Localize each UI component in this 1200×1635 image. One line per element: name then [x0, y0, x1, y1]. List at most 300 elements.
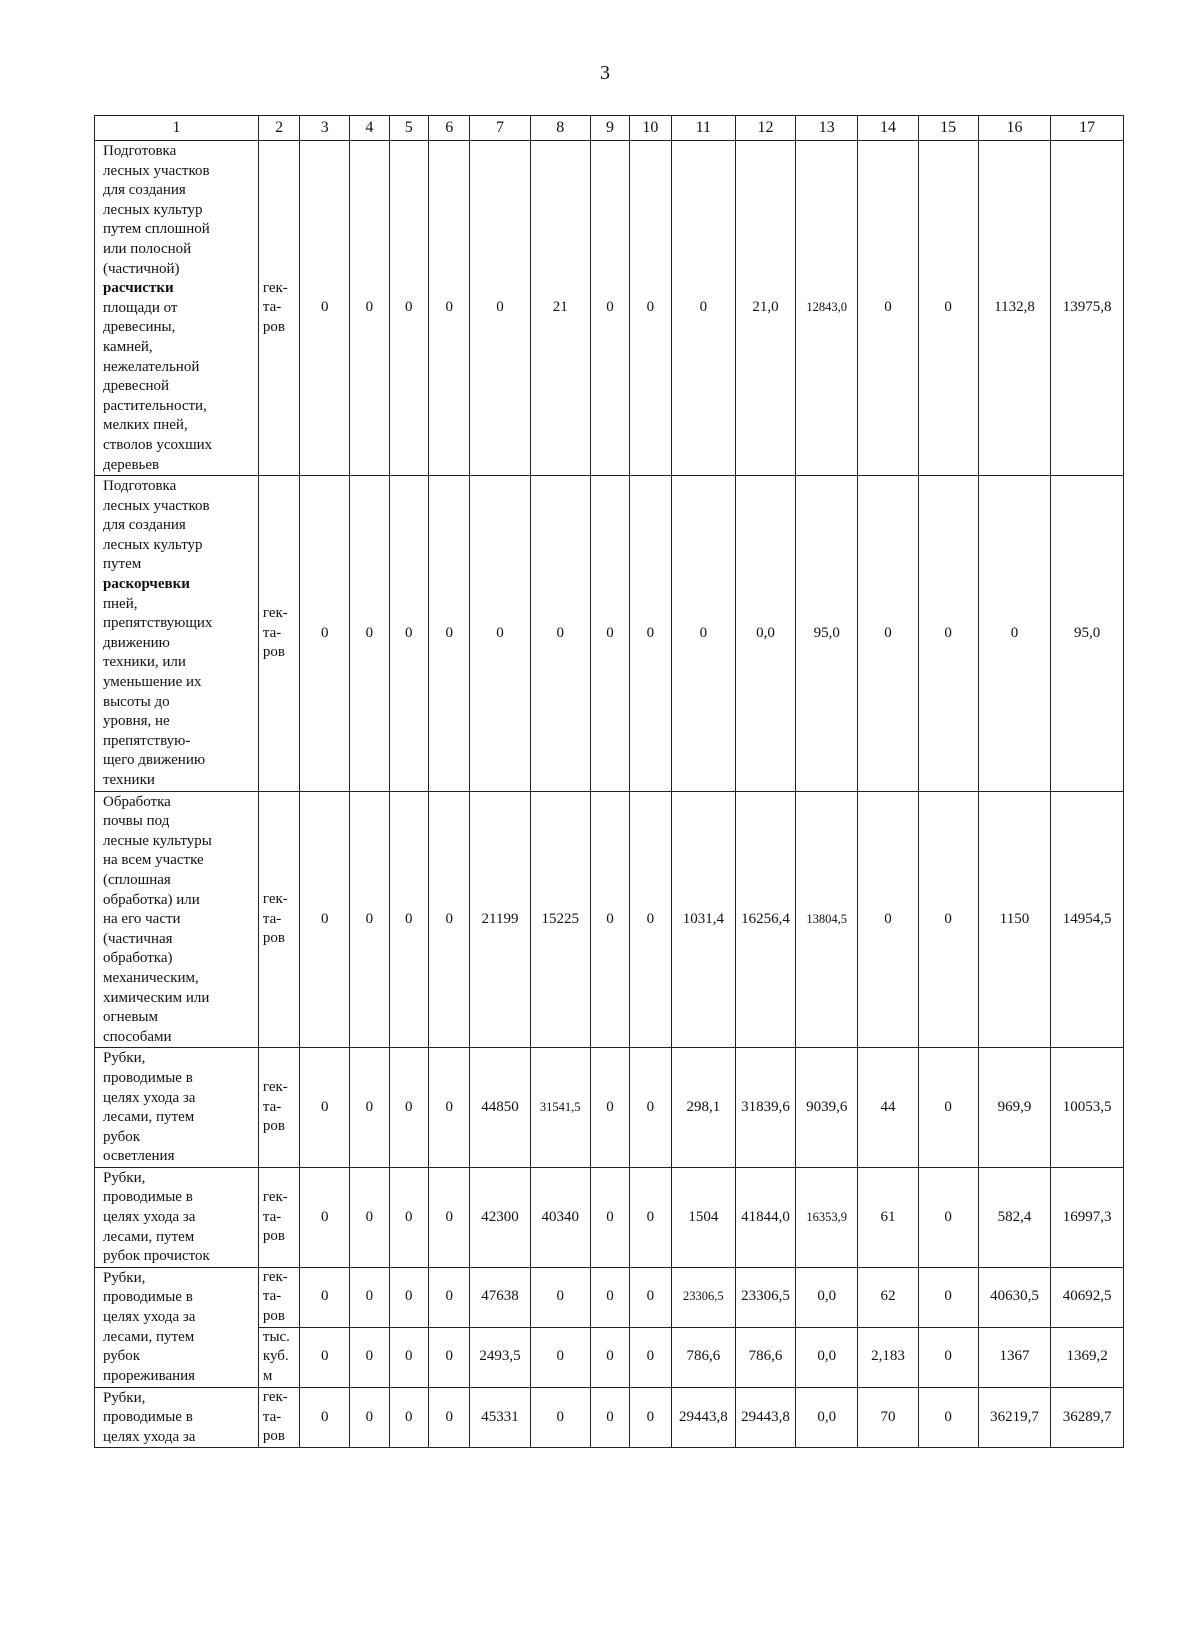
- value-cell: [470, 1167, 530, 1267]
- column-header: 4: [350, 116, 389, 141]
- value-cell: [796, 1387, 858, 1448]
- cell-line: та-: [262, 910, 282, 927]
- cell-value: 1369,2: [1066, 1348, 1108, 1365]
- cell-line: та-: [262, 1408, 282, 1425]
- value-cell: [630, 476, 671, 792]
- value-cell: [470, 476, 530, 792]
- value-cell: [671, 141, 735, 476]
- value-cell: [300, 476, 350, 792]
- value-cell: [671, 1048, 735, 1168]
- cell-value: 0: [884, 624, 892, 641]
- value-cell: [978, 1387, 1051, 1448]
- cell-value: 0,0: [817, 1408, 837, 1425]
- cell-line: лесами, путем: [103, 1328, 195, 1345]
- cell-line: путем: [103, 556, 142, 573]
- value-cell: [671, 791, 735, 1048]
- column-header: 9: [590, 116, 629, 141]
- cell-value: 61: [880, 1208, 896, 1225]
- cell-value: 42300: [481, 1208, 519, 1225]
- cell-value: 0: [365, 624, 374, 641]
- cell-line: нежелательной: [103, 358, 200, 375]
- value-cell: [389, 791, 428, 1048]
- cell-value: 0: [944, 910, 952, 927]
- cell-value: 14954,5: [1062, 910, 1112, 927]
- cell-line: Подготовка: [103, 478, 177, 495]
- cell-value: 0: [405, 1208, 413, 1225]
- table-row: [95, 1387, 1124, 1448]
- value-cell: [1051, 791, 1124, 1048]
- cell-value: 0: [606, 1208, 614, 1225]
- value-cell: [300, 1167, 350, 1267]
- cell-value: 36289,7: [1062, 1408, 1112, 1425]
- value-cell: [350, 1048, 389, 1168]
- value-cell: [735, 1387, 795, 1448]
- value-cell: [918, 476, 978, 792]
- cell-value: 0: [405, 910, 413, 927]
- cell-line: осветления: [103, 1148, 175, 1165]
- value-cell: [671, 1267, 735, 1327]
- cell-line: лесных культур: [103, 536, 203, 553]
- row-unit: [258, 1327, 299, 1387]
- cell-value: 45331: [481, 1408, 519, 1425]
- value-cell: [389, 476, 428, 792]
- value-cell: [350, 1387, 389, 1448]
- cell-line: та-: [262, 1098, 282, 1115]
- cell-line: проводимые в: [103, 1069, 193, 1086]
- cell-line: Рубки,: [103, 1050, 146, 1067]
- cell-line: препятствую-: [103, 732, 191, 749]
- cell-value: 0: [556, 1348, 564, 1365]
- page-number: 3: [600, 62, 610, 84]
- value-cell: [630, 141, 671, 476]
- cell-value: 0: [321, 1098, 329, 1115]
- row-description: [95, 1048, 259, 1168]
- value-cell: [428, 1267, 469, 1327]
- value-cell: [300, 1048, 350, 1168]
- column-header: 3: [300, 116, 350, 141]
- cell-value: 0: [405, 1408, 413, 1425]
- value-cell: [389, 141, 428, 476]
- cell-value: 1132,8: [994, 299, 1035, 316]
- value-cell: [389, 1167, 428, 1267]
- value-cell: [470, 1267, 530, 1327]
- table-row: [95, 791, 1124, 1048]
- value-cell: [470, 791, 530, 1048]
- cell-value: 1504: [688, 1208, 719, 1225]
- value-cell: [735, 476, 795, 792]
- row-description: [95, 476, 259, 792]
- value-cell: [428, 1327, 469, 1387]
- cell-value: 10053,5: [1062, 1098, 1112, 1115]
- cell-line: рубок прочисток: [103, 1248, 210, 1265]
- value-cell: [671, 1387, 735, 1448]
- cell-value: 9039,6: [806, 1098, 848, 1115]
- cell-value: 0: [944, 1098, 952, 1115]
- value-cell: [1051, 1387, 1124, 1448]
- cell-value: 0: [365, 299, 374, 316]
- value-cell: [918, 1048, 978, 1168]
- row-description: [95, 1387, 259, 1448]
- cell-value: 786,6: [686, 1348, 721, 1365]
- cell-line: гек-: [262, 1079, 288, 1096]
- cell-value: 0: [365, 1288, 374, 1305]
- value-cell: [918, 1267, 978, 1327]
- value-cell: [530, 1387, 590, 1448]
- value-cell: [978, 791, 1051, 1048]
- value-cell: [796, 1048, 858, 1168]
- value-cell: [428, 1167, 469, 1267]
- cell-line: проводимые в: [103, 1189, 193, 1206]
- cell-value: 0: [445, 1208, 453, 1225]
- bold-term: расчистки: [103, 280, 174, 297]
- cell-value: 16256,4: [741, 910, 790, 927]
- value-cell: [978, 1267, 1051, 1327]
- cell-line: прореживания: [103, 1367, 196, 1384]
- cell-value: 0: [321, 299, 329, 316]
- cell-line: лесами, путем: [103, 1109, 195, 1126]
- cell-value: 0,0: [817, 1348, 837, 1365]
- cell-value: 0: [606, 1288, 614, 1305]
- row-description: [95, 141, 259, 476]
- value-cell: [630, 1167, 671, 1267]
- cell-value: 0: [556, 1408, 564, 1425]
- cell-value: 0: [944, 1208, 952, 1225]
- value-cell: [470, 1327, 530, 1387]
- cell-line: ров: [262, 318, 285, 335]
- value-cell: [389, 1267, 428, 1327]
- cell-value: 0: [321, 1288, 329, 1305]
- row-unit: [258, 1267, 299, 1327]
- cell-value: 1150: [999, 910, 1030, 927]
- cell-value: 40630,5: [990, 1288, 1039, 1305]
- cell-value: 16997,3: [1062, 1208, 1112, 1225]
- cell-line: (частичной): [103, 260, 180, 277]
- cell-line: щего движению: [103, 752, 206, 769]
- value-cell: [796, 141, 858, 476]
- cell-value: 0: [646, 299, 655, 316]
- value-cell: [1051, 1327, 1124, 1387]
- value-cell: [470, 1048, 530, 1168]
- cell-value: 0: [699, 299, 708, 316]
- value-cell: [470, 1387, 530, 1448]
- value-cell: [630, 1327, 671, 1387]
- cell-value: 0: [445, 1348, 453, 1365]
- cell-line: высоты до: [103, 693, 170, 710]
- cell-line: гек-: [262, 1268, 288, 1285]
- value-cell: [796, 1267, 858, 1327]
- cell-line: или полосной: [103, 240, 192, 257]
- column-header: 1: [95, 116, 259, 141]
- cell-value: 0: [944, 299, 952, 316]
- cell-value: 0: [606, 624, 614, 641]
- row-unit: [258, 141, 299, 476]
- cell-line: (сплошная: [103, 871, 171, 888]
- value-cell: [978, 141, 1051, 476]
- cell-line: гек-: [262, 279, 288, 296]
- value-cell: [428, 476, 469, 792]
- cell-value: 1031,4: [682, 910, 724, 927]
- column-header: 2: [258, 116, 299, 141]
- cell-line: гек-: [262, 1389, 288, 1406]
- cell-value: 36219,7: [990, 1408, 1039, 1425]
- value-cell: [1051, 1048, 1124, 1168]
- value-cell: [350, 1167, 389, 1267]
- cell-value: 23306,5: [683, 1289, 724, 1304]
- value-cell: [350, 791, 389, 1048]
- column-header: 12: [735, 116, 795, 141]
- cell-value: 0: [556, 624, 564, 641]
- cell-line: ров: [262, 1308, 285, 1325]
- table-row: [95, 476, 1124, 792]
- cell-line: для создания: [103, 182, 186, 199]
- cell-value: 0: [944, 624, 952, 641]
- cell-value: 0: [445, 1408, 453, 1425]
- value-cell: [1051, 141, 1124, 476]
- value-cell: [978, 476, 1051, 792]
- cell-value: 0: [321, 1208, 329, 1225]
- value-cell: [590, 1048, 629, 1168]
- value-cell: [300, 1387, 350, 1448]
- value-cell: [428, 1387, 469, 1448]
- row-description: [95, 791, 259, 1048]
- cell-line: техники: [103, 772, 155, 788]
- value-cell: [858, 1167, 918, 1267]
- cell-line: лесные культуры: [103, 832, 212, 849]
- value-cell: [590, 1167, 629, 1267]
- value-cell: [918, 791, 978, 1048]
- value-cell: [470, 141, 530, 476]
- value-cell: [590, 141, 629, 476]
- value-cell: [530, 1048, 590, 1168]
- value-cell: [389, 1387, 428, 1448]
- value-cell: [978, 1167, 1051, 1267]
- value-cell: [428, 791, 469, 1048]
- value-cell: [590, 1327, 629, 1387]
- column-header: 17: [1051, 116, 1124, 141]
- table-row: [95, 141, 1124, 476]
- cell-value: 0: [646, 1348, 655, 1365]
- cell-line: ров: [262, 1228, 285, 1245]
- cell-line: целях ухода за: [103, 1309, 196, 1326]
- cell-line: лесных культур: [103, 201, 203, 218]
- row-description: [95, 1167, 259, 1267]
- row-unit: [258, 791, 299, 1048]
- cell-line: (частичная: [103, 930, 173, 947]
- value-cell: [590, 1267, 629, 1327]
- cell-value: 969,9: [997, 1098, 1032, 1115]
- cell-line: та-: [262, 1208, 282, 1225]
- cell-value: 12843,0: [806, 300, 848, 315]
- cell-line: на его части: [103, 911, 181, 928]
- value-cell: [796, 1167, 858, 1267]
- cell-value: 0: [365, 1348, 374, 1365]
- value-cell: [858, 1267, 918, 1327]
- row-description: [95, 1267, 259, 1387]
- cell-line: лесных участков: [103, 162, 210, 179]
- cell-line: механическим,: [103, 969, 199, 986]
- cell-value: 0,0: [817, 1288, 837, 1305]
- cell-line: деревьев: [103, 456, 160, 473]
- value-cell: [590, 791, 629, 1048]
- cell-line: огневым: [103, 1009, 158, 1026]
- value-cell: [530, 141, 590, 476]
- cell-value: 0: [606, 910, 614, 927]
- value-cell: [428, 1048, 469, 1168]
- cell-line: Рубки,: [103, 1389, 146, 1406]
- cell-value: 582,4: [997, 1208, 1032, 1225]
- cell-value: 786,6: [748, 1348, 783, 1365]
- value-cell: [300, 141, 350, 476]
- cell-value: 0: [646, 910, 655, 927]
- cell-value: 70: [880, 1408, 896, 1425]
- column-header: 10: [630, 116, 671, 141]
- cell-value: 21,0: [752, 299, 779, 316]
- cell-value: 0: [944, 1408, 952, 1425]
- table-row: [95, 1048, 1124, 1168]
- value-cell: [350, 1267, 389, 1327]
- cell-line: ров: [262, 930, 285, 947]
- cell-line: целях ухода за: [103, 1089, 196, 1106]
- value-cell: [978, 1327, 1051, 1387]
- cell-line: почвы под: [103, 813, 170, 830]
- cell-line: движению: [103, 634, 170, 651]
- cell-line: Обработка: [103, 793, 171, 810]
- value-cell: [918, 141, 978, 476]
- column-header: 15: [918, 116, 978, 141]
- value-cell: [796, 791, 858, 1048]
- cell-value: 41844,0: [741, 1208, 790, 1225]
- cell-value: 0: [445, 299, 453, 316]
- cell-value: 0: [405, 1348, 413, 1365]
- cell-value: 0: [405, 624, 413, 641]
- value-cell: [300, 1267, 350, 1327]
- cell-value: 0,0: [756, 624, 775, 641]
- cell-line: гек-: [262, 891, 288, 908]
- value-cell: [389, 1048, 428, 1168]
- value-cell: [671, 1167, 735, 1267]
- cell-line: растительности,: [103, 397, 207, 414]
- cell-value: 0: [646, 1098, 655, 1115]
- column-header: 14: [858, 116, 918, 141]
- cell-line: лесных участков: [103, 497, 210, 514]
- cell-value: 0: [884, 299, 892, 316]
- cell-value: 15225: [541, 910, 579, 927]
- value-cell: [389, 1327, 428, 1387]
- cell-line: ров: [262, 1428, 285, 1445]
- cell-value: 0: [445, 1288, 453, 1305]
- cell-line: на всем участке: [103, 852, 204, 869]
- value-cell: [300, 791, 350, 1048]
- cell-value: 29443,8: [678, 1408, 728, 1425]
- cell-value: 44850: [481, 1098, 519, 1115]
- value-cell: [350, 141, 389, 476]
- cell-line: гек-: [262, 604, 288, 621]
- cell-value: 0: [556, 1288, 564, 1305]
- cell-value: 0: [445, 1098, 453, 1115]
- cell-line: проводимые в: [103, 1289, 193, 1306]
- value-cell: [530, 1267, 590, 1327]
- cell-line: площади от: [103, 299, 178, 316]
- cell-line: способами: [103, 1028, 172, 1045]
- cell-value: 0: [445, 624, 453, 641]
- cell-line: Рубки,: [103, 1269, 146, 1286]
- cell-value: 0: [944, 1288, 952, 1305]
- column-header: 7: [470, 116, 530, 141]
- cell-line: целях ухода за: [103, 1209, 196, 1226]
- cell-value: 29443,8: [741, 1408, 790, 1425]
- cell-value: 0: [646, 1408, 655, 1425]
- value-cell: [735, 1167, 795, 1267]
- cell-value: 44: [880, 1098, 896, 1115]
- cell-value: 0: [321, 910, 329, 927]
- cell-line: тыс.: [262, 1328, 290, 1345]
- value-cell: [630, 1387, 671, 1448]
- value-cell: [671, 1327, 735, 1387]
- cell-value: 0: [606, 1098, 614, 1115]
- cell-value: 47638: [481, 1288, 519, 1305]
- cell-value: 95,0: [813, 624, 840, 641]
- value-cell: [735, 141, 795, 476]
- cell-value: 16353,9: [806, 1209, 848, 1224]
- cell-value: 0: [365, 1098, 374, 1115]
- cell-value: 0: [405, 1288, 413, 1305]
- cell-line: для создания: [103, 517, 186, 534]
- value-cell: [1051, 476, 1124, 792]
- cell-line: уровня, не: [103, 713, 170, 730]
- cell-value: 0: [496, 624, 504, 641]
- cell-line: та-: [262, 624, 282, 641]
- value-cell: [1051, 1167, 1124, 1267]
- cell-value: 0: [646, 1208, 655, 1225]
- cell-line: лесами, путем: [103, 1228, 195, 1245]
- cell-value: 0: [365, 1408, 374, 1425]
- column-header: 8: [530, 116, 590, 141]
- column-header: 13: [796, 116, 858, 141]
- value-cell: [300, 1327, 350, 1387]
- cell-line: Подготовка: [103, 143, 177, 159]
- cell-value: 298,1: [686, 1098, 721, 1115]
- cell-value: 0: [606, 299, 614, 316]
- cell-value: 0: [1010, 624, 1019, 641]
- cell-line: м: [262, 1367, 273, 1384]
- cell-line: целях ухода за: [103, 1428, 196, 1445]
- cell-value: 2,183: [871, 1348, 905, 1365]
- value-cell: [858, 476, 918, 792]
- value-cell: [590, 476, 629, 792]
- cell-line: камней,: [103, 338, 153, 355]
- value-cell: [1051, 1267, 1124, 1327]
- value-cell: [530, 1327, 590, 1387]
- cell-value: 0: [321, 1408, 329, 1425]
- table-row: [95, 1267, 1124, 1327]
- cell-value: 40340: [541, 1208, 579, 1225]
- cell-value: 13804,5: [806, 911, 848, 926]
- value-cell: [858, 1327, 918, 1387]
- cell-value: 0: [884, 910, 892, 927]
- value-cell: [918, 1327, 978, 1387]
- cell-value: 0: [646, 1288, 655, 1305]
- cell-line: Рубки,: [103, 1169, 146, 1186]
- cell-value: 21199: [481, 910, 519, 927]
- value-cell: [918, 1167, 978, 1267]
- cell-value: 13975,8: [1062, 299, 1112, 316]
- bold-term: раскорчевки: [103, 576, 190, 593]
- cell-line: техники, или: [103, 654, 186, 671]
- value-cell: [590, 1387, 629, 1448]
- column-header: 5: [389, 116, 428, 141]
- value-cell: [530, 791, 590, 1048]
- cell-line: уменьшение их: [103, 674, 202, 691]
